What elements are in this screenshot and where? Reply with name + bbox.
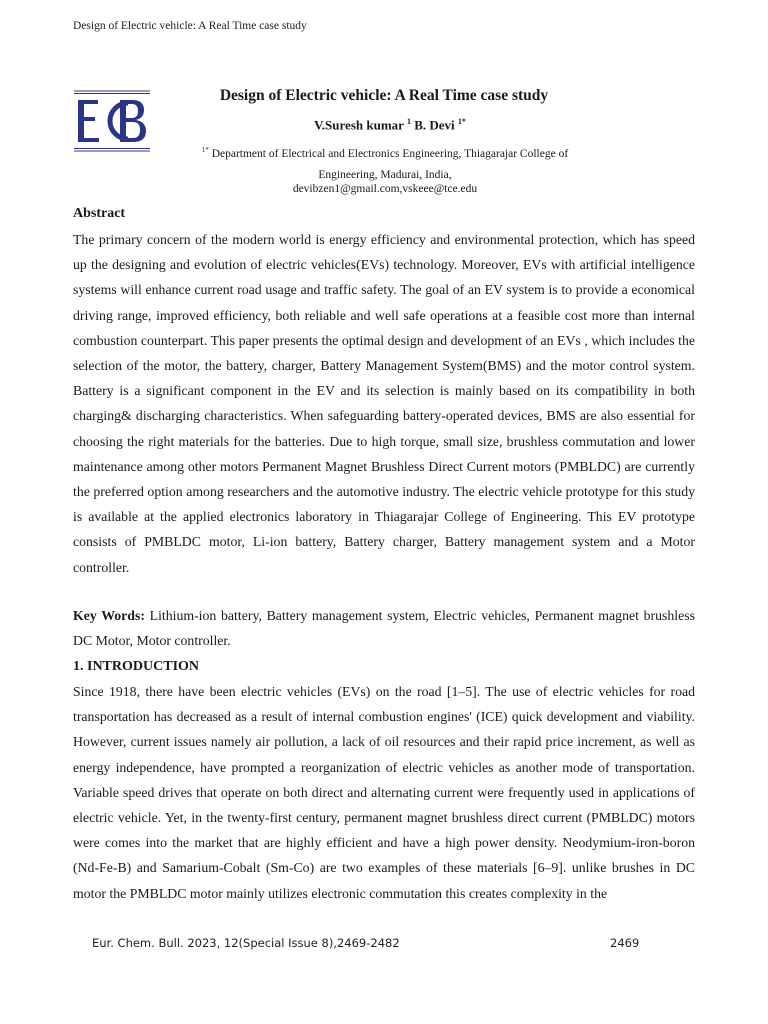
author-emails: devibzen1@gmail.com,vskeee@tce.edu [292, 183, 478, 195]
keywords [73, 603, 695, 653]
author-line [0, 117, 768, 133]
keywords-label: Key Words: [73, 608, 145, 623]
author-2-affiliation-mark: 1* [457, 117, 466, 126]
author-2: B. Devi [414, 117, 455, 133]
introduction-body: Since 1918, there have been electric vehicles (EVs) on the road [1–5]. The use of electric vehicles for road transportation has decreased as a result of internal combustion engines' (ICE) quick development and viability. However, current issues namely air pollution, a lack of oil resources and their rapid price increment, as well as energy independence, have prompted a reorganization of electric vehicles as another mode of transportation. Variable speed drives that operate on both direct and alternating current were frequently used in applications of electric vehicle. Yet, in the twenty-first century, permanent magnet brushless direct current (PMBLDC) motors were comes into the market that are highly efficient and have a high power density. Neodymium-iron-boron (Nd-Fe-B) and Samarium-Cobalt (Sm-Co) are two examples of these materials [6–9]. unlike brushes in DC motor the PMBLDC motor mainly utilizes electronic commutation this creates complexity in the [73, 684, 695, 901]
page-number: 2469 [610, 936, 640, 950]
introduction-heading: 1. INTRODUCTION [73, 659, 200, 674]
author-1-affiliation-mark: 1 [406, 117, 411, 126]
abstract-heading: Abstract [73, 206, 126, 221]
affiliation-mark: 1* [201, 146, 209, 154]
affiliation-text: Department of Electrical and Electronics Engineering, Thiagarajar College of Engineering, Madurai, India, [211, 147, 569, 181]
author-1: V.Suresh kumar [314, 117, 404, 133]
running-header: Design of Electric vehicle: A Real Time case study [73, 20, 307, 32]
affiliation [175, 140, 595, 186]
paper-title: Design of Electric vehicle: A Real Time case study [219, 87, 549, 104]
abstract-body: The primary concern of the modern world is energy efficiency and environmental protection, which has speed up the designing and evolution of electric vehicles(EVs) technology. Moreover, EVs with artificial intelligence systems will enhance current road usage and traffic safety. The goal of an EV system is to provide a economical driving range, improved efficiency, both reliable and well safe operations at a feasible cost more than internal combustion counterpart. This paper presents the optimal design and development of an EVs , which includes the selection of the motor, the battery, charger, Battery Management System(BMS) and the motor control system. Battery is a significant component in the EV and its selection is mainly based on its compatibility in both charging& discharging characteristics. When safeguarding battery-operated devices, BMS are also essential for choosing the right materials for the batteries. Due to high torque, small size, brushless commutation and lower maintenance among other motors Permanent Magnet Brushless Direct Current motors (PMBLDC) are currently the preferred option among researchers and the automotive industry. The electric vehicle prototype for this study is available at the applied electronics laboratory in Thiagarajar College of Engineering. This EV prototype consists of PMBLDC motor, Li-ion battery, Battery charger, Battery management system and a Motor controller. [73, 232, 695, 575]
footer-citation: Eur. Chem. Bull. 2023, 12(Special Issue 8),2469-2482 [92, 936, 400, 950]
keywords-text: Lithium-ion battery, Battery management system, Electric vehicles, Permanent magnet brushless DC Motor, Motor controller. [73, 608, 695, 649]
